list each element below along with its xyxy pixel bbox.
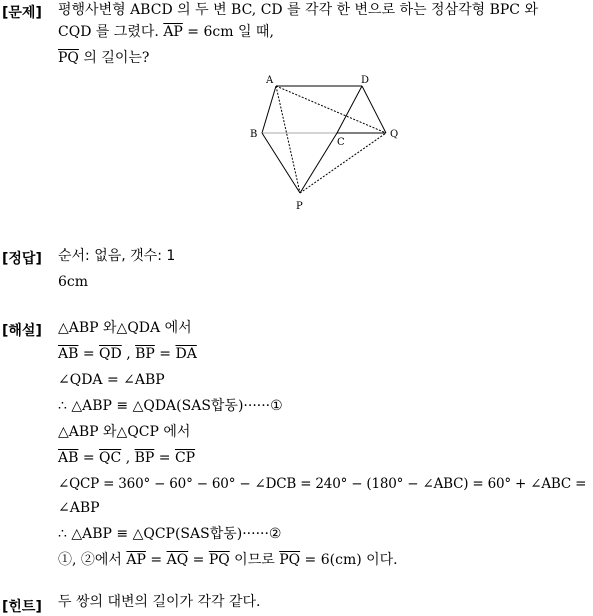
edge-aq [276,86,386,133]
edge-cp [300,133,337,193]
solution-line-3: ∠QDA = ∠ABP [58,372,165,388]
solution-line-9: ∴ △ABP ≡ △QCP(SAS합동)······② [58,526,282,542]
edge-cd [337,86,362,133]
solution-line-10: ①, ②에서 $\overline{AP} = \overline{AQ} = \overline{PQ}$ 이므로 $\overline{PQ} = 6(cm)$ 이다. [58,552,398,568]
point-label-p: P [296,201,303,212]
answer-label: [정답] [2,251,42,267]
segment-pq: $\overline{PQ}$ [58,50,79,66]
edge-ap [276,86,300,193]
hint-label: [힌트] [2,599,42,615]
problem-line-3: $\overline{PQ}$ 의 길이는? [58,50,150,66]
point-label-d: D [361,75,370,86]
solution-line-6: $\overline{AB} = \overline{QC}$ , $\overline{BP} = \overline{CP}$ [58,450,196,466]
edge-dq [362,86,386,133]
answer-value: 6cm [58,274,89,290]
point-label-a: A [266,75,274,86]
point-label-c: C [337,137,345,148]
point-label-q: Q [390,129,399,140]
solution-label: [해설] [2,323,42,339]
solution-line-7: ∠QCP = 360° − 60° − 60° − ∠DCB = 240° − (180° − ∠ABC) = 60° + ∠ABC = [58,476,587,492]
segment-ap: $\overline{AP}$ [163,24,183,40]
hint-text: 두 쌍의 대변의 길이가 각각 같다. [58,594,261,610]
edge-bp [262,133,300,193]
problem-label: [문제] [2,5,42,21]
point-label-b: B [250,129,258,140]
problem-line-2: CQD 를 그렸다. $\overline{AP} = 6cm$ 일 때, [58,24,274,40]
answer-meta: 순서: 없음, 갯수: 1 [58,248,176,264]
geometry-figure [240,70,410,215]
problem-line-1: 평행사변형 ABCD 의 두 변 BC, CD 를 각각 한 변으로 하는 정삼각형 BPC 와 [58,2,538,18]
solution-line-1: △ABP 와△QDA 에서 [58,320,192,336]
solution-line-5: △ABP 와△QCP 에서 [58,424,191,440]
edge-ab [262,86,276,133]
solution-line-8: ∠ABP [58,500,100,516]
solution-line-2: $\overline{AB} = \overline{QD}$ , $\overline{BP} = \overline{DA}$ [58,346,197,362]
solution-line-4: ∴ △ABP ≡ △QDA(SAS합동)······① [58,398,283,414]
